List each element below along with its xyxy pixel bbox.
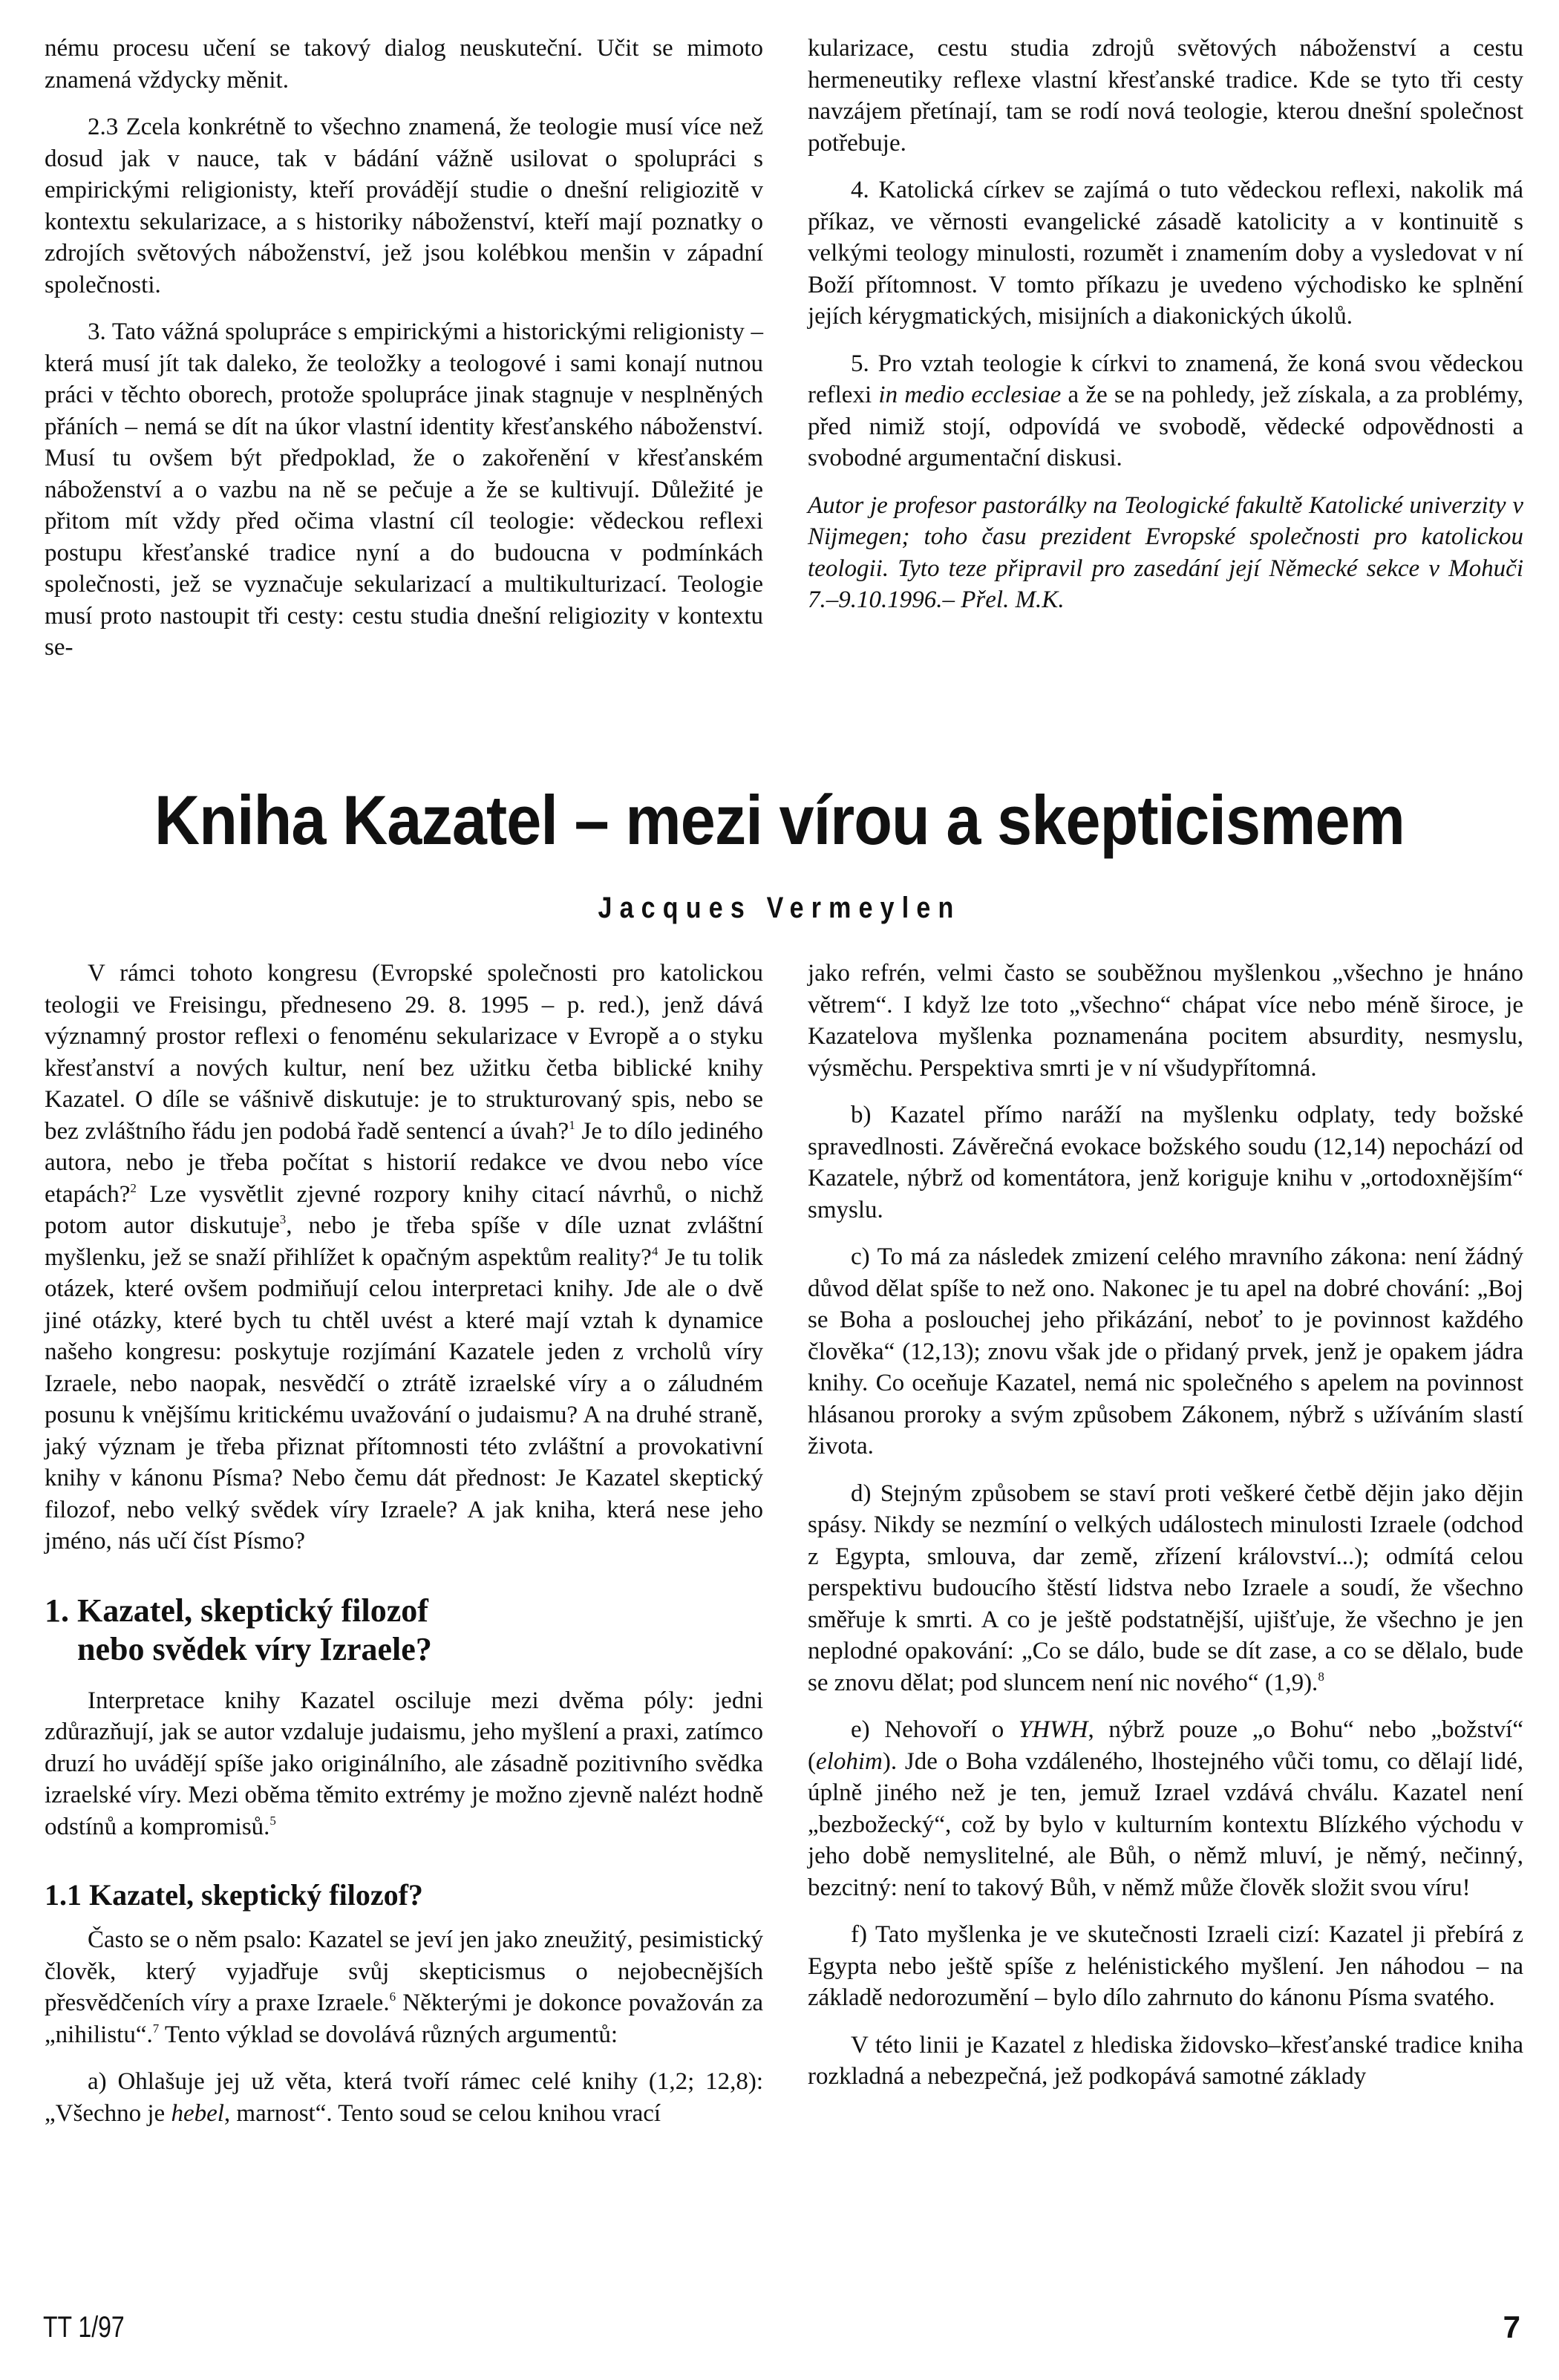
paragraph xyxy=(808,1478,1523,1699)
paragraph: kularizace, cestu studia zdrojů světových náboženství a cestu hermeneutiky reflexe vlastní křesťanské tradice. Kde se tyto tři cesty navzájem přetínají, tam se rodí nová teologie, kterou dnešní společnost potřebuje. xyxy=(808,35,1523,157)
text-run: Je tu tolik otázek, které ovšem podmiňují celou interpretaci knihy. Jde ale o dvě jiné otázky, které bych tu chtěl uvést a které mají vztah k dynamice našeho kongresu: poskytuje rozjímání Kazatele jeden z vrcholů víry Izraele, nebo naopak, nesvědčí o ztrátě izraelské víry a o záludném posunu k vnějšímu kritickému uvažování o judaismu? A na druhé straně, jaký význam je třeba přiznat přítomnosti této zvláštní a provokativní knihy v kánonu Písma? Nebo čemu dát přednost: Je Kazatel skeptický filozof, nebo velký svědek víry Izraele? A jak kniha, která nese jeho jméno, nás učí číst Písmo? xyxy=(45,1243,763,1554)
text-run: e) Nehovoří o xyxy=(851,1716,1019,1743)
intro-paragraph xyxy=(45,958,763,1557)
subsection-heading: 1.1 Kazatel, skeptický filozof? xyxy=(45,1878,423,1912)
section-heading xyxy=(45,1592,763,1669)
text-run: ). Jde o Boha vzdáleného, lhostejného vůči tomu, co dělají lidé, úplně jiného než je ten, jemuž Izrael vzdává chválu. Kazatel není „bezbožecký“, což by bylo v kulturním kontextu Blízkého východu v jeho době nemyslitelné, ale Bůh, o němž mluví, je němý, nečinný, bezcitný: není to takový Bůh, v němž může člověk složit svou víru! xyxy=(808,1748,1523,1901)
previous-article-right-column xyxy=(808,33,1523,632)
paragraph: jako refrén, velmi často se souběžnou myšlenkou „všechno je hnáno větrem“. I když lze toto „všechno“ chápat více nebo méně široce, je Kazatelova myšlenka poznamenána pocitem absurdity, nesmyslu, výsměchu. Perspektiva smrti je v ní všudypřítomná. xyxy=(808,960,1523,1082)
footnote-ref[interactable]: 5 xyxy=(269,1813,276,1828)
italic-term: YHWH xyxy=(1018,1716,1088,1743)
paragraph: b) Kazatel přímo naráží na myšlenku odplaty, tedy božské spravedlnosti. Závěrečná evokace božského soudu (12,14) nepochází od Kazatele, nýbrž od komentátora, jenž koriguje knihu v „ortodoxnějším“ smyslu. xyxy=(808,1102,1523,1223)
footnote-ref[interactable]: 6 xyxy=(389,1990,396,2004)
section-heading-line1: 1. Kazatel, skeptický filozof xyxy=(45,1592,428,1629)
text-run: 5. Pro vztah teologie k církvi to znamená, že koná svou vědeckou reflexi xyxy=(808,350,1523,408)
paragraph xyxy=(808,1714,1523,1903)
italic-phrase: in medio ecclesiae xyxy=(878,382,1062,408)
paragraph: nému procesu učení se takový dialog neuskuteční. Učit se mimoto znamená vždycky měnit. xyxy=(45,35,763,94)
footnote-ref[interactable]: 1 xyxy=(569,1117,575,1132)
issue-label: TT 1/97 xyxy=(43,2311,125,2344)
article-title: Kniha Kazatel – mezi vírou a skepticismem xyxy=(154,781,1405,859)
previous-article-left-column xyxy=(45,33,763,679)
italic-term: hebel xyxy=(171,2099,224,2127)
text-run: d) Stejným způsobem se staví proti veškeré četbě dějin jako dějin spásy. Nikdy se nezmíní o velkých událostech minulosti Izraele (odchod z Egypta, smlouva, dar země, zřízení království...); odmítá celou perspektivu budoucího štěstí lidstva nebo Izraele a soudí, že všechno směřuje k smrti. A co je ještě podstatnější, ujišťuje, že všechno je jen neplodné opakování: „Co se dálo, bude se dít zase, a co se dělalo, bude se znovu dělat; pod sluncem není nic nového“ (1,9). xyxy=(808,1480,1523,1696)
text-run: Některými je dokonce považován za „nihilistu“. xyxy=(45,1990,763,2048)
footnote-ref[interactable]: 8 xyxy=(1318,1669,1324,1684)
article-left-column xyxy=(45,958,763,2145)
footnote-ref[interactable]: 7 xyxy=(152,2021,160,2036)
text-run: Často se o něm psalo: Kazatel se jeví jen jako zneužitý, pesimistický člověk, který vyjadřuje svůj skepticismus o nejobecnějších přesvědčeních víry a praxe Izraele. xyxy=(45,1926,763,2016)
text-run: Interpretace knihy Kazatel osciluje mezi dvěma póly: jedni zdůrazňují, jak se autor vzdaluje judaismu, jeho myšlení a praxi, zatímco druzí ho uvádějí spíše jako originálního, ale zásadně pozitivního svědka izraelské víry. Mezi oběma těmito extrémy je možno zjevně nalézt hodně odstínů a kompromisů. xyxy=(45,1687,763,1840)
text-run: , nebo je třeba spíše v díle uznat zvláštní myšlenku, jež se snaží přihlížet k opačným aspektům reality? xyxy=(45,1212,763,1271)
footnote-ref[interactable]: 4 xyxy=(651,1243,658,1258)
text-run: Tento výklad se dovolává různých argumentů: xyxy=(159,2021,618,2048)
article-author: Jacques Vermeylen xyxy=(598,892,961,924)
footnote-ref[interactable]: 3 xyxy=(279,1212,287,1226)
text-run: V rámci tohoto kongresu (Evropské společnosti pro katolickou teologii ve Freisingu, předneseno 29. 8. 1995 – p. red.), jenž dává významný prostor reflexi o fenoménu sekularizace v Evropě a o styku křesťanství a nových kultur, není bez užitku četba biblické knihy Kazatel. O díle se vášnivě diskutuje: je to strukturovaný spis, nebo se bez zvláštního řádu jen podobá řadě sentencí a úvah? xyxy=(45,960,763,1145)
paragraph: 2.3 Zcela konkrétně to všechno znamená, že teologie musí více než dosud jak v nauce, tak v bádání vážně usilovat o spolupráci s empirickými religionisty, kteří provádějí studie o dnešní religiozitě v kontextu sekularizace, a s historiky náboženství, kteří mají poznatky o zdrojích světových náboženství, jež jsou kolébkou menšin v západní společnosti. xyxy=(45,114,763,298)
section-heading-line2: nebo svědek víry Izraele? xyxy=(77,1630,432,1667)
paragraph xyxy=(45,2066,763,2129)
paragraph xyxy=(45,1685,763,1843)
text-run: Lze vysvětlit zjevné rozpory knihy citací návrhů, o nichž potom autor diskutuje xyxy=(45,1180,763,1239)
footnote-ref[interactable]: 2 xyxy=(130,1180,137,1195)
paragraph: 4. Katolická církev se zajímá o tuto vědeckou reflexi, nakolik má příkaz, ve věrnosti evangelické zásadě katolicity a v kontinuitě s velkými teology minulosti, rozumět i znamením doby a vysledovat v ní Boží přítomnost. V tomto příkazu je uvedeno východisko ke splnění jejích kérygmatických, misijních a diakonických úkolů. xyxy=(808,177,1523,330)
paragraph: V této linii je Kazatel z hlediska židovsko–křesťanské tradice kniha rozkladná a nebezpečná, jež podkopává samotné základy xyxy=(808,2031,1523,2090)
text-run: a) Ohlašuje jej už věta, která tvoří rámec celé knihy (1,2; 12,8): „Všechno je xyxy=(45,2068,763,2127)
paragraph xyxy=(808,348,1523,474)
page-number: 7 xyxy=(1503,2309,1520,2344)
text-run: , marnost“. Tento soud se celou knihou vrací xyxy=(223,2099,661,2127)
text-run: a že se na pohledy, jež získala, a za problémy, před nimiž stojí, odpovídá ve svobodě, vědecké odpovědnosti a svobodné argumentační diskusi. xyxy=(808,382,1524,471)
text-run: , nýbrž pouze „o Bohu“ nebo „božství“ ( xyxy=(808,1716,1523,1775)
article-right-column xyxy=(808,958,1523,2108)
paragraph: f) Tato myšlenka je ve skutečnosti Izraeli cizí: Kazatel ji přebírá z Egypta nebo ještě spíše z helénistického myšlení. Jen náhodou – na základě nedorozumění – bylo dílo zahrnuto do kánonu Písma svatého. xyxy=(808,1921,1523,2011)
text-run: Je to dílo jediného autora, nebo je třeba počítat s historií redakce ve dvou nebo více etapách? xyxy=(45,1117,763,1208)
italic-term: elohim xyxy=(816,1748,883,1775)
paragraph: 3. Tato vážná spolupráce s empirickými a historickými religionisty – která musí jít tak daleko, že teoložky a teologové i sami konají nutnou práci v těchto oborech, protože spolupráce jinak stagnuje v nesplněných přáních – nemá se dít na úkor vlastní identity křesťanského náboženství. Musí tu ovšem být předpoklad, že o zakořenění v křesťanském náboženství a o vazbu na ně se pečuje a že se kultivují. Důležité je přitom mít vždy před očima vlastní cíl teologie: vědeckou reflexi postupu křesťanské tradice nyní a do budoucna v podmínkách společnosti, jež se vyznačuje sekularizací a multikulturizací. Teologie musí proto nastoupit tři cesty: cestu studia dnešní religiozity v kontextu se- xyxy=(45,318,763,661)
paragraph xyxy=(45,1924,763,2050)
author-note: Autor je profesor pastorálky na Teologické fakultě Katolické univerzity v Nijmegen; toho času prezident Evropské společnosti pro katolickou teologii. Tyto teze připravil pro zasedání její Německé sekce v Mohuči 7.–9.10.1996.– Přel. M.K. xyxy=(808,491,1523,613)
paragraph: c) To má za následek zmizení celého mravního zákona: není žádný důvod dělat spíše to než ono. Nakonec je tu apel na dobré chování: „Boj se Boha a poslouchej jeho přikázání, neboť to je povinnost každého člověka“ (12,13); znovu však jde o přidaný prvek, jenž je opakem jádra knihy. Co oceňuje Kazatel, nemá nic společného s apelem na povinnost hlásanou proroky a svým způsobem Zákonem, nýbrž s užíváním slastí života. xyxy=(808,1243,1523,1459)
